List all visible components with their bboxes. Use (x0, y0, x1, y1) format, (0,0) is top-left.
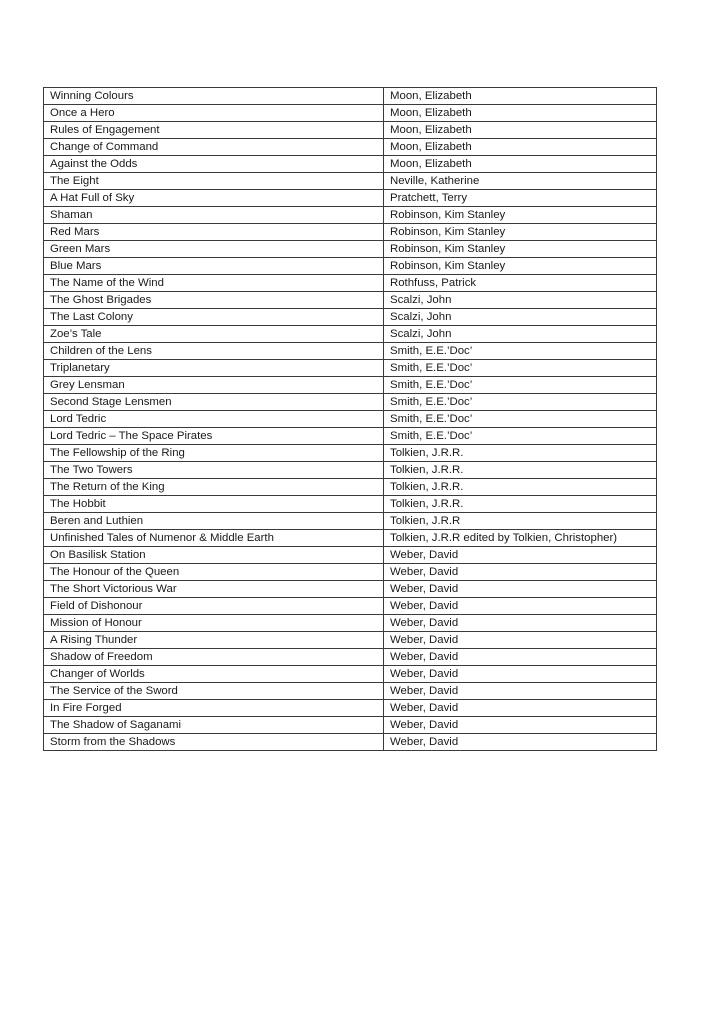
book-title-cell: In Fire Forged (44, 700, 384, 717)
book-list-body (44, 88, 657, 751)
book-title-cell: Rules of Engagement (44, 122, 384, 139)
book-author-cell: Robinson, Kim Stanley (384, 241, 657, 258)
table-row (44, 717, 657, 734)
book-author-cell: Weber, David (384, 649, 657, 666)
book-title-cell: Lord Tedric (44, 411, 384, 428)
table-row (44, 207, 657, 224)
book-title-cell: The Fellowship of the Ring (44, 445, 384, 462)
table-row (44, 190, 657, 207)
table-row (44, 428, 657, 445)
table-row (44, 156, 657, 173)
book-title-cell: The Name of the Wind (44, 275, 384, 292)
book-author-cell: Robinson, Kim Stanley (384, 258, 657, 275)
book-title-cell: The Last Colony (44, 309, 384, 326)
book-author-cell: Smith, E.E.’Doc’ (384, 428, 657, 445)
book-title-cell: Children of the Lens (44, 343, 384, 360)
table-row (44, 241, 657, 258)
table-row (44, 377, 657, 394)
book-author-cell: Moon, Elizabeth (384, 139, 657, 156)
table-row (44, 275, 657, 292)
table-row (44, 326, 657, 343)
table-row (44, 666, 657, 683)
book-author-cell: Scalzi, John (384, 326, 657, 343)
table-row (44, 683, 657, 700)
book-title-cell: The Shadow of Saganami (44, 717, 384, 734)
book-author-cell: Weber, David (384, 581, 657, 598)
table-row (44, 479, 657, 496)
book-title-cell: Triplanetary (44, 360, 384, 377)
book-title-cell: Green Mars (44, 241, 384, 258)
book-title-cell: Storm from the Shadows (44, 734, 384, 751)
book-author-cell: Neville, Katherine (384, 173, 657, 190)
book-author-cell: Smith, E.E.’Doc’ (384, 343, 657, 360)
table-row (44, 309, 657, 326)
table-row (44, 122, 657, 139)
book-title-cell: A Rising Thunder (44, 632, 384, 649)
book-author-cell: Smith, E.E.’Doc’ (384, 394, 657, 411)
book-author-cell: Smith, E.E.’Doc’ (384, 360, 657, 377)
book-author-cell: Scalzi, John (384, 292, 657, 309)
book-title-cell: The Return of the King (44, 479, 384, 496)
table-row (44, 615, 657, 632)
book-title-cell: Shadow of Freedom (44, 649, 384, 666)
book-title-cell: Beren and Luthien (44, 513, 384, 530)
book-author-cell: Smith, E.E.’Doc’ (384, 377, 657, 394)
table-row (44, 292, 657, 309)
table-row (44, 632, 657, 649)
table-row (44, 547, 657, 564)
table-row (44, 462, 657, 479)
book-author-cell: Tolkien, J.R.R (384, 513, 657, 530)
table-row (44, 598, 657, 615)
book-author-cell: Moon, Elizabeth (384, 156, 657, 173)
table-row (44, 649, 657, 666)
book-author-cell: Weber, David (384, 734, 657, 751)
table-row (44, 496, 657, 513)
book-author-cell: Scalzi, John (384, 309, 657, 326)
table-row (44, 394, 657, 411)
book-title-cell: The Hobbit (44, 496, 384, 513)
book-author-cell: Smith, E.E.’Doc’ (384, 411, 657, 428)
book-author-cell: Pratchett, Terry (384, 190, 657, 207)
book-title-cell: Zoe’s Tale (44, 326, 384, 343)
book-author-cell: Tolkien, J.R.R. (384, 445, 657, 462)
book-title-cell: Grey Lensman (44, 377, 384, 394)
table-row (44, 360, 657, 377)
book-author-cell: Tolkien, J.R.R. (384, 479, 657, 496)
book-author-cell: Robinson, Kim Stanley (384, 207, 657, 224)
book-title-cell: The Service of the Sword (44, 683, 384, 700)
book-title-cell: Unfinished Tales of Numenor & Middle Earth (44, 530, 384, 547)
book-title-cell: Change of Command (44, 139, 384, 156)
table-row (44, 258, 657, 275)
book-title-cell: Shaman (44, 207, 384, 224)
book-author-cell: Weber, David (384, 564, 657, 581)
table-row (44, 581, 657, 598)
table-row (44, 513, 657, 530)
table-row (44, 734, 657, 751)
book-author-cell: Robinson, Kim Stanley (384, 224, 657, 241)
book-author-cell: Moon, Elizabeth (384, 122, 657, 139)
table-row (44, 445, 657, 462)
book-author-cell: Weber, David (384, 632, 657, 649)
book-title-cell: Once a Hero (44, 105, 384, 122)
book-author-cell: Weber, David (384, 700, 657, 717)
book-title-cell: Winning Colours (44, 88, 384, 105)
table-row (44, 139, 657, 156)
book-title-cell: The Ghost Brigades (44, 292, 384, 309)
book-title-cell: Field of Dishonour (44, 598, 384, 615)
table-row (44, 105, 657, 122)
book-title-cell: Mission of Honour (44, 615, 384, 632)
book-title-cell: The Eight (44, 173, 384, 190)
book-title-cell: The Honour of the Queen (44, 564, 384, 581)
table-row (44, 224, 657, 241)
book-author-cell: Tolkien, J.R.R. (384, 462, 657, 479)
table-row (44, 530, 657, 547)
table-row (44, 88, 657, 105)
book-author-cell: Moon, Elizabeth (384, 88, 657, 105)
book-author-cell: Moon, Elizabeth (384, 105, 657, 122)
book-author-cell: Weber, David (384, 683, 657, 700)
table-row (44, 411, 657, 428)
book-author-cell: Weber, David (384, 547, 657, 564)
book-author-cell: Tolkien, J.R.R edited by Tolkien, Christopher) (384, 530, 657, 547)
book-title-cell: The Two Towers (44, 462, 384, 479)
table-row (44, 343, 657, 360)
table-row (44, 564, 657, 581)
book-title-cell: A Hat Full of Sky (44, 190, 384, 207)
book-author-cell: Weber, David (384, 666, 657, 683)
book-title-cell: Second Stage Lensmen (44, 394, 384, 411)
book-author-cell: Weber, David (384, 598, 657, 615)
book-title-cell: Blue Mars (44, 258, 384, 275)
book-title-cell: Red Mars (44, 224, 384, 241)
book-author-cell: Rothfuss, Patrick (384, 275, 657, 292)
book-title-cell: The Short Victorious War (44, 581, 384, 598)
book-title-cell: On Basilisk Station (44, 547, 384, 564)
book-author-cell: Weber, David (384, 615, 657, 632)
book-list-table (43, 87, 657, 751)
book-title-cell: Changer of Worlds (44, 666, 384, 683)
book-title-cell: Lord Tedric – The Space Pirates (44, 428, 384, 445)
table-row (44, 173, 657, 190)
book-title-cell: Against the Odds (44, 156, 384, 173)
book-author-cell: Tolkien, J.R.R. (384, 496, 657, 513)
book-author-cell: Weber, David (384, 717, 657, 734)
table-row (44, 700, 657, 717)
